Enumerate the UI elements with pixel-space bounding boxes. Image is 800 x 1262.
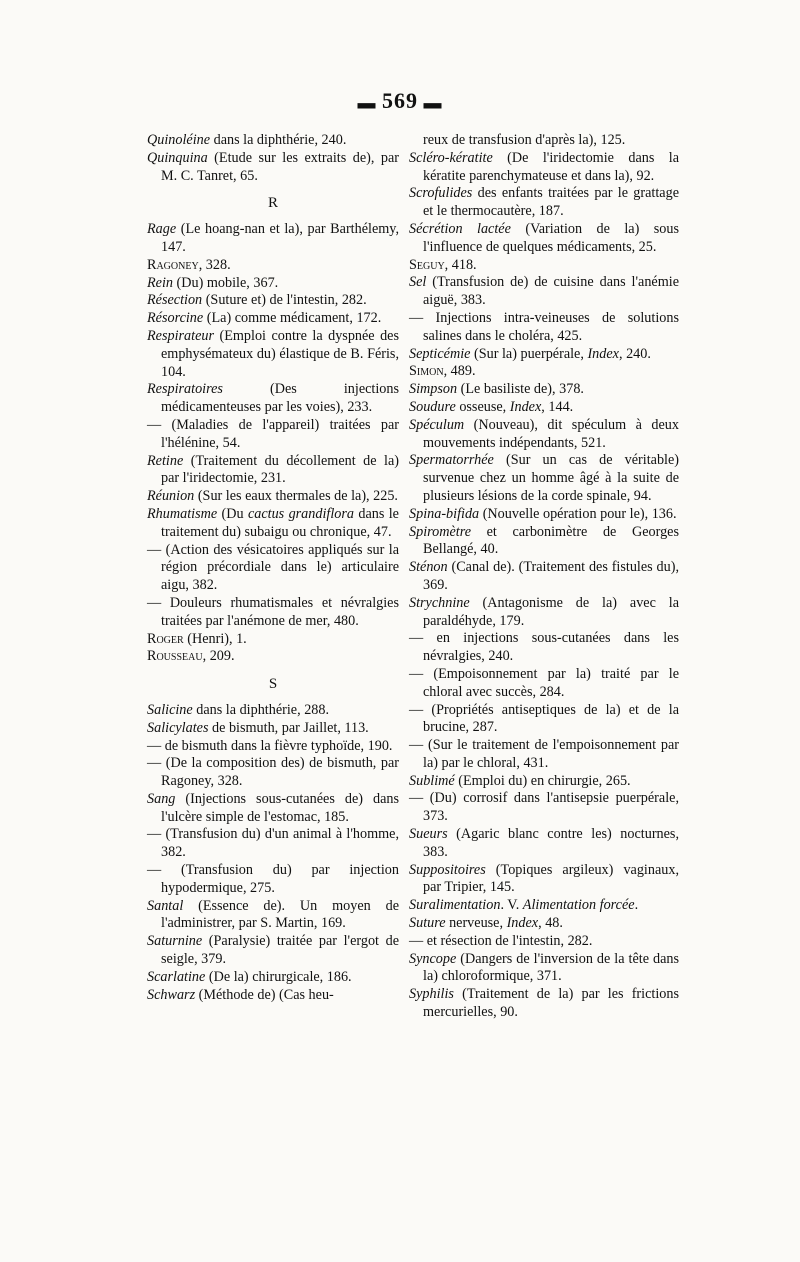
entry-headword: Spéculum [409, 416, 465, 433]
index-entry [409, 862, 679, 898]
entry-headword: Résorcine [147, 310, 204, 327]
index-entry [409, 150, 679, 186]
entry-text: — (Du) corrosif dans l'antisepsie puerpérale, 373. [409, 790, 679, 825]
index-entry [147, 969, 399, 987]
entry-headword: Sublimé [409, 772, 455, 789]
entry-text: — (Transfusion du) par injection hypodermique, 275. [147, 862, 399, 896]
entry-headword: Suralimentation [409, 897, 501, 914]
index-entry [147, 328, 399, 381]
index-entry [409, 524, 679, 560]
entry-headword: Respirateur [147, 327, 214, 344]
entry-text: (Paralysie) traitée par l'ergot de seigle, 379. [161, 933, 399, 968]
entry-text: (Traitement du décollement de la) par l'iridectomie, 231. [161, 452, 399, 487]
entry-text: reux de transfusion d'après la), 125. [423, 132, 626, 148]
page-number-value: 569 [382, 88, 418, 113]
entry-author-name: Simon [409, 363, 444, 380]
entry-text: , 418. [444, 256, 477, 273]
index-entry [147, 738, 399, 756]
index-entry [147, 755, 399, 791]
index-entry [147, 791, 399, 827]
index-entry [147, 631, 399, 649]
index-entry [147, 221, 399, 257]
entry-text: (Du [217, 505, 248, 522]
index-entry [409, 132, 679, 150]
entry-headword: Scrofulides [409, 185, 473, 202]
entry-text: (Emploi contre la dyspnée des emphysémateux du) élastique de B. Féris, 104. [161, 327, 399, 380]
entry-text: (De l'iridectomie dans la kératite parenchymateuse et dans la), 92. [423, 149, 679, 184]
entry-headword: Sécrétion lactée [409, 220, 511, 237]
entry-headword: Suppositoires [409, 861, 486, 878]
entry-text: — (De la composition des) de bismuth, par Ragoney, 328. [147, 755, 399, 790]
index-entry [409, 274, 679, 310]
index-entry [147, 898, 399, 934]
entry-text: nerveuse, [445, 915, 507, 932]
entry-headword: Schwarz [147, 986, 196, 1003]
entry-text: et carbonimètre de Georges Bellangé, 40. [423, 523, 679, 558]
index-entry [409, 737, 679, 773]
entry-headword: Spiromètre [409, 523, 471, 540]
index-entry [147, 381, 399, 417]
entry-text: (Suture et) de l'intestin, 282. [202, 292, 367, 309]
entry-headword: Spina-bifida [409, 505, 480, 522]
entry-headword: Syncope [409, 950, 457, 967]
entry-text: — (Maladies de l'appareil) traitées par l'hélénine, 54. [147, 416, 399, 451]
entry-text: (Nouveau), dit spéculum à deux mouvements indépendants, 521. [423, 416, 679, 451]
index-entry [147, 648, 399, 666]
index-entry [409, 933, 679, 951]
index-entry [409, 185, 679, 221]
entry-headword: Index [587, 345, 619, 362]
index-entry [147, 150, 399, 186]
entry-text: (Sur la) puerpérale, [470, 345, 588, 362]
index-entry [409, 257, 679, 275]
entry-text: (Topiques argileux) vaginaux, par Tripier, 145. [423, 861, 679, 896]
entry-text: — (Sur le traitement de l'empoisonnement par la) par le chloral, 431. [409, 737, 679, 771]
index-entry [409, 595, 679, 631]
index-entry [409, 702, 679, 738]
entry-text: (Variation de la) sous l'influence de quelques médicaments, 25. [423, 220, 680, 255]
entry-author-name: Rousseau [147, 648, 203, 665]
index-entry [147, 987, 399, 1005]
index-entry [147, 542, 399, 595]
entry-headword: Alimentation forcée [522, 897, 635, 914]
entry-headword: Scarlatine [147, 968, 206, 985]
entry-text: (Méthode de) (Cas heu- [195, 986, 334, 1003]
index-entry [409, 951, 679, 987]
entry-headword: cactus grandiflora [247, 505, 354, 522]
entry-headword: Strychnine [409, 594, 470, 611]
entry-headword: Rein [147, 274, 173, 291]
index-entry [147, 292, 399, 310]
index-entry [147, 257, 399, 275]
index-entry [409, 915, 679, 933]
entry-headword: Quinoléine [147, 132, 211, 148]
entry-text: (Antagonisme de la) avec la paraldéhyde, 179. [423, 594, 679, 629]
entry-text: (Agaric blanc contre les) nocturnes, 383. [423, 826, 679, 860]
index-entry [409, 417, 679, 453]
index-entry [409, 986, 679, 1022]
index-entry [147, 488, 399, 506]
entry-headword: Scléro-kératite [409, 149, 493, 166]
index-entry [147, 417, 399, 453]
entry-text: (Sur un cas de véritable) survenue chez un homme âgé à la suite de plusieurs lésions de la corde spinale, 94. [423, 452, 679, 504]
entry-text: (Canal de). (Traitement des fistules du), 369. [423, 559, 679, 593]
entry-text: (Le basiliste de), 378. [457, 381, 584, 398]
index-entry [147, 275, 399, 293]
entry-headword: Rhumatisme [147, 505, 218, 522]
entry-headword: Respiratoires [147, 381, 223, 398]
entry-author-name: Seguy [409, 256, 445, 273]
entry-headword: Salicine [147, 701, 193, 718]
entry-headword: Retine [147, 452, 184, 469]
index-column-right [409, 132, 679, 1022]
entry-headword: Syphilis [409, 986, 454, 1003]
entry-headword: Simpson [409, 381, 458, 398]
entry-text: des enfants traitées par le grattage et le thermocautère, 187. [423, 185, 679, 220]
entry-text: — (Transfusion du) d'un animal à l'homme, 382. [147, 826, 399, 861]
entry-text: osseuse, [455, 398, 510, 415]
entry-headword: Sténon [409, 559, 448, 576]
index-entry [409, 221, 679, 257]
index-entry [409, 666, 679, 702]
entry-headword: Septicémie [409, 345, 471, 362]
index-column-left [147, 132, 399, 1004]
entry-text: , 144. [541, 398, 574, 415]
entry-author-name: Roger [147, 630, 184, 647]
entry-text: . V. [500, 897, 523, 914]
index-entry [147, 862, 399, 898]
index-entry [409, 346, 679, 364]
entry-headword: Sang [147, 790, 176, 807]
entry-text: (Nouvelle opération pour le), 136. [479, 505, 677, 522]
entry-text: dans le traitement du) subaigu ou chronique, 47. [161, 505, 399, 540]
entry-text: — (Propriétés antiseptiques de la) et de la brucine, 287. [409, 701, 679, 736]
entry-text: (Etude sur les extraits de), par M. C. Tanret, 65. [161, 149, 399, 184]
index-entry [147, 720, 399, 738]
index-entry [409, 826, 679, 862]
index-entry [409, 559, 679, 595]
entry-text: — en injections sous-cutanées dans les névralgies, 240. [409, 630, 679, 665]
entry-text: , 240. [618, 345, 651, 362]
index-entry [409, 790, 679, 826]
entry-text: de bismuth, par Jaillet, 113. [208, 719, 369, 736]
entry-text: — (Action des vésicatoires appliqués sur la région précordiale dans le) articulaire aigu, 382. [147, 541, 399, 594]
index-entry [147, 453, 399, 489]
entry-headword: Saturnine [147, 933, 203, 950]
entry-text: (La) comme médicament, 172. [203, 310, 382, 327]
entry-headword: Spermatorrhée [409, 452, 494, 469]
index-entry [409, 452, 679, 505]
index-entry [147, 506, 399, 542]
entry-headword: Soudure [409, 398, 456, 415]
entry-text: dans la diphthérie, 288. [192, 701, 330, 718]
entry-headword: Index [506, 915, 539, 932]
index-entry [147, 132, 399, 150]
page-number: ▬ 569 ▬ [357, 88, 443, 113]
entry-text: — Injections intra-veineuses de solutions salines dans le choléra, 425. [409, 309, 679, 344]
entry-text: (Le hoang-nan et la), par Barthélemy, 147. [161, 221, 399, 255]
entry-text: , 209. [202, 648, 235, 665]
entry-text: (Emploi du) en chirurgie, 265. [454, 772, 631, 789]
entry-text: (Des injections médicamenteuses par les voies), 233. [161, 381, 399, 416]
entry-text: — (Empoisonnement par la) traité par le chloral avec succès, 284. [409, 665, 679, 700]
index-entry [147, 595, 399, 631]
entry-headword: Quinquina [147, 149, 208, 166]
entry-headword: Sueurs [409, 826, 448, 843]
entry-headword: Suture [409, 915, 446, 932]
index-entry [409, 399, 679, 417]
section-letter: S [268, 676, 278, 693]
entry-headword: Index [509, 398, 542, 415]
entry-headword: Salicylates [147, 719, 209, 736]
entry-text: (De la) chirurgicale, 186. [205, 968, 352, 985]
entry-text: , 489. [443, 363, 476, 380]
entry-text: (Essence de). Un moyen de l'administrer, par S. Martin, 169. [161, 897, 399, 932]
entry-text: (Sur les eaux thermales de la), 225. [194, 488, 398, 505]
entry-text: (Traitement de la) par les frictions mercurielles, 90. [423, 986, 679, 1021]
entry-text: (Transfusion de) de cuisine dans l'anémie aiguë, 383. [423, 274, 679, 309]
entry-text: (Dangers de l'inversion de la tête dans la) chloroformique, 371. [423, 950, 679, 985]
entry-text: , 328. [198, 256, 231, 273]
entry-headword: Réunion [147, 488, 195, 505]
entry-text: . [634, 897, 639, 914]
entry-text: dans la diphthérie, 240. [210, 132, 347, 148]
entry-headword: Sel [409, 274, 427, 291]
entry-author-name: Ragoney [147, 256, 199, 273]
entry-text: — et résection de l'intestin, 282. [409, 932, 593, 949]
index-entry [409, 310, 679, 346]
index-entry [409, 630, 679, 666]
index-entry [409, 381, 679, 399]
entry-text: (Henri), 1. [183, 630, 247, 647]
entry-text: , 48. [538, 915, 563, 932]
index-entry [409, 897, 679, 915]
index-entry [409, 363, 679, 381]
entry-text: (Du) mobile, 367. [173, 274, 279, 291]
index-entry [147, 826, 399, 862]
entry-headword: Santal [147, 897, 184, 914]
entry-text: — Douleurs rhumatismales et névralgies traitées par l'anémone de mer, 480. [147, 594, 399, 629]
index-entry [147, 702, 399, 720]
entry-headword: Résection [147, 292, 203, 309]
index-entry [409, 506, 679, 524]
index-entry [147, 933, 399, 969]
index-entry [409, 773, 679, 791]
entry-headword: Rage [147, 221, 177, 238]
section-letter: R [267, 195, 278, 212]
index-entry [147, 310, 399, 328]
entry-text: (Injections sous-cutanées de) dans l'ulcère simple de l'estomac, 185. [161, 790, 399, 825]
entry-text: — de bismuth dans la fièvre typhoïde, 190. [147, 737, 393, 754]
